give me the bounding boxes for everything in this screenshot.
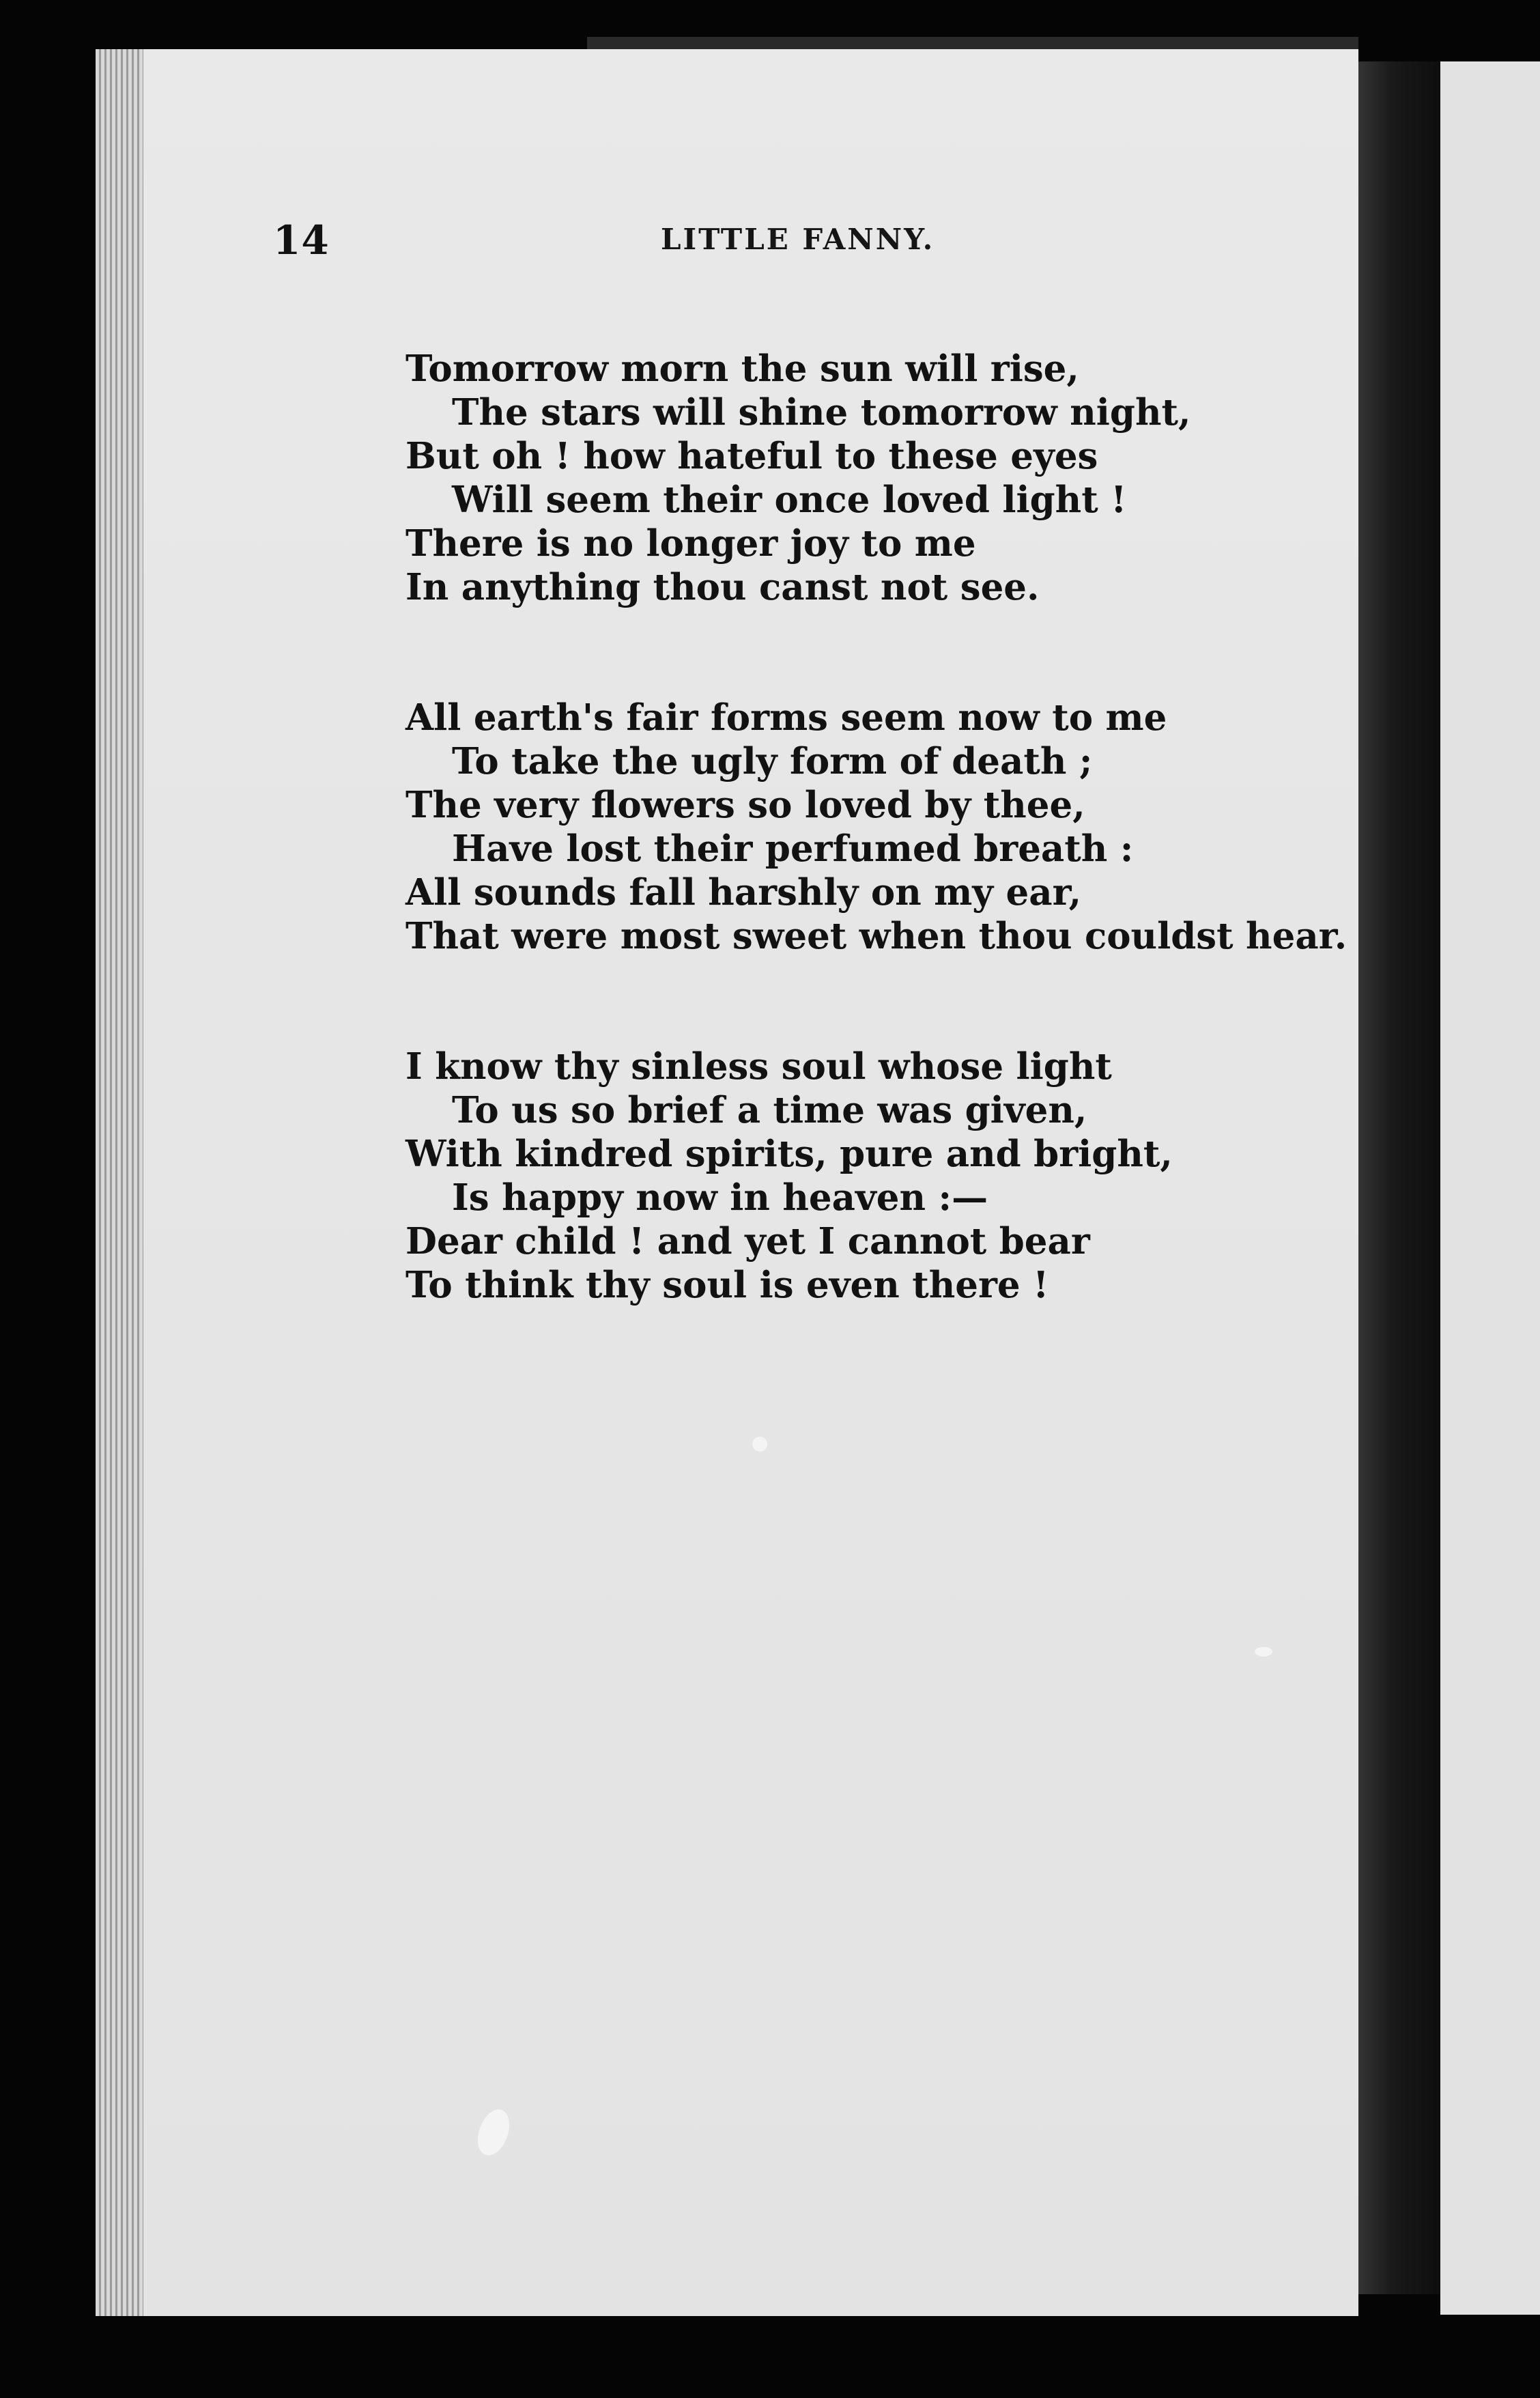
stanza-2	[405, 696, 1348, 958]
page-edges	[96, 49, 150, 2316]
poem-line: Will seem their once loved light !	[452, 479, 1127, 521]
poem-line: In anything thou canst not see.	[405, 566, 1040, 608]
scan-blemish	[752, 1437, 767, 1452]
poem-line: The very flowers so loved by thee,	[405, 784, 1085, 826]
stanza-3	[405, 1045, 1348, 1307]
poem-line: With kindred spirits, pure and bright,	[405, 1133, 1173, 1175]
poem-line: Is happy now in heaven :—	[452, 1176, 988, 1219]
book-gutter-shadow	[1348, 61, 1444, 2294]
poem-line: To us so brief a time was given,	[452, 1089, 1087, 1131]
poem-line: I know thy sinless soul whose light	[405, 1045, 1112, 1088]
facing-page-edge	[1440, 61, 1540, 2315]
poem-line: To take the ugly form of death ;	[452, 740, 1093, 782]
poem-line: But oh ! how hateful to these eyes	[405, 435, 1098, 477]
poem	[405, 347, 1348, 1394]
poem-line: There is no longer joy to me	[405, 522, 976, 565]
poem-line: That were most sweet when thou couldst hear.	[405, 915, 1348, 957]
poem-line: All earth's fair forms seem now to me	[405, 696, 1167, 739]
poem-line: Dear child ! and yet I cannot bear	[405, 1220, 1090, 1263]
poem-line: All sounds fall harshly on my ear,	[405, 871, 1082, 914]
poem-line: The stars will shine tomorrow night,	[452, 391, 1191, 434]
poem-line: Have lost their perfumed breath :	[452, 828, 1134, 870]
running-head: LITTLE FANNY.	[661, 223, 935, 256]
poem-line: Tomorrow morn the sun will rise,	[405, 348, 1079, 390]
scan-blemish	[1255, 1647, 1272, 1656]
poem-line: To think thy soul is even there !	[405, 1264, 1049, 1306]
page-number: 14	[273, 217, 330, 264]
stanza-1	[405, 347, 1348, 609]
